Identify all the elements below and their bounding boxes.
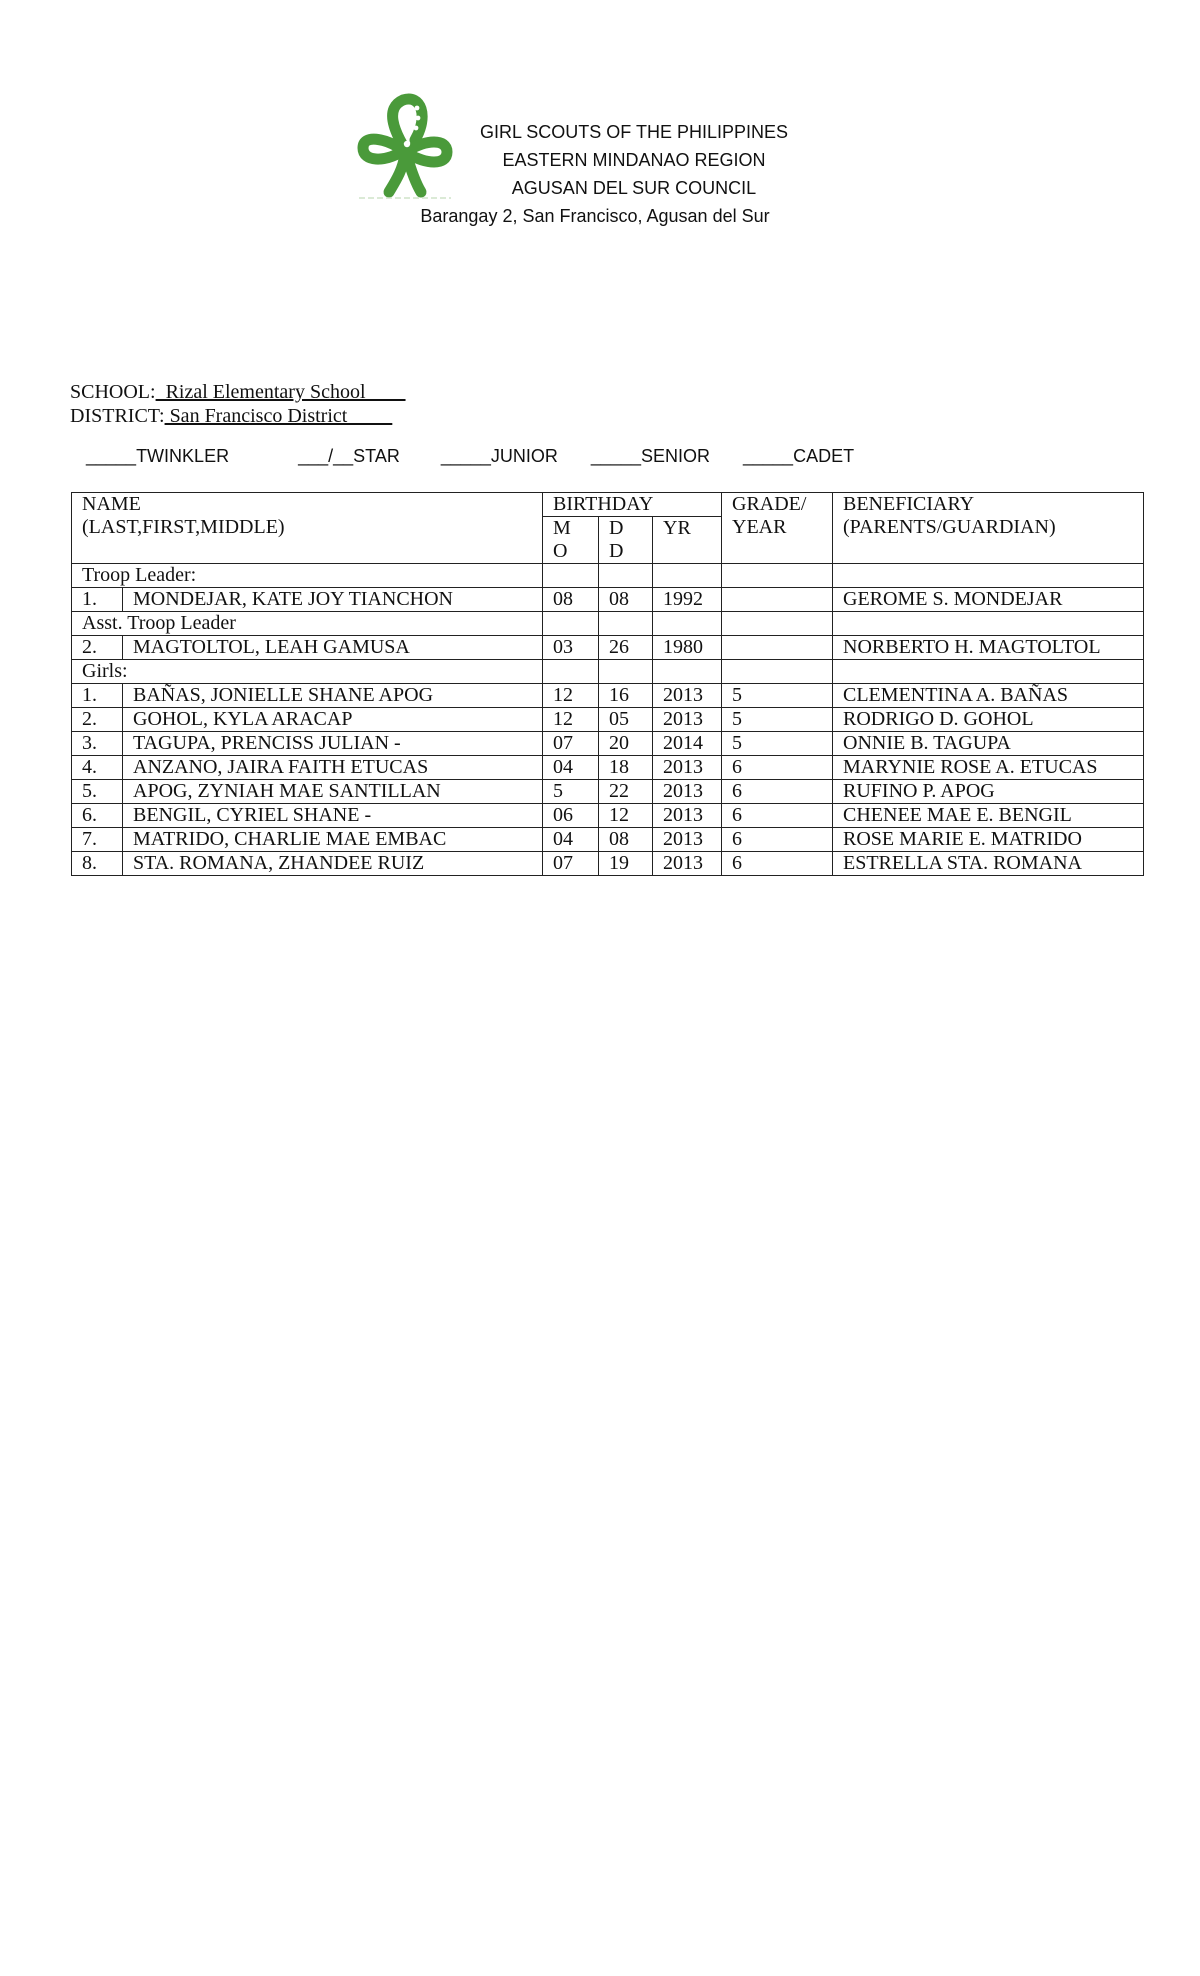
table-cell: 22 <box>599 780 653 804</box>
section-row-girls <box>72 660 1144 684</box>
table-cell: 2013 <box>653 828 722 852</box>
table-cell <box>543 564 599 588</box>
table-cell: CHENEE MAE E. BENGIL <box>833 804 1144 828</box>
table-cell: 2013 <box>653 756 722 780</box>
scout-level-options <box>86 446 854 467</box>
table-cell: 2. <box>72 636 123 660</box>
table-cell <box>543 612 599 636</box>
table-cell <box>833 612 1144 636</box>
table-cell: NORBERTO H. MAGTOLTOL <box>833 636 1144 660</box>
org-council: AGUSAN DEL SUR COUNCIL <box>511 178 757 198</box>
troop-roster-table <box>71 492 1144 876</box>
table-cell: 04 <box>543 828 599 852</box>
org-address: Barangay 2, San Francisco, Agusan del Sur <box>420 206 770 226</box>
table-row <box>72 708 1144 732</box>
table-cell: MARYNIE ROSE A. ETUCAS <box>833 756 1144 780</box>
letterhead <box>355 90 835 230</box>
table-cell: 1. <box>72 588 123 612</box>
table-row <box>72 780 1144 804</box>
org-region: EASTERN MINDANAO REGION <box>502 150 766 170</box>
name-column-header: NAME (LAST,FIRST,MIDDLE) <box>72 493 543 564</box>
table-cell <box>833 564 1144 588</box>
level-twinkler: _____TWINKLER <box>86 446 230 466</box>
organization-heading <box>355 118 835 230</box>
table-cell: 5. <box>72 780 123 804</box>
table-cell: GOHOL, KYLA ARACAP <box>123 708 543 732</box>
table-cell: 5 <box>722 684 833 708</box>
school-field <box>70 380 406 404</box>
table-cell: 6 <box>722 780 833 804</box>
table-cell <box>653 564 722 588</box>
table-row <box>72 636 1144 660</box>
table-cell: APOG, ZYNIAH MAE SANTILLAN <box>123 780 543 804</box>
table-cell <box>599 612 653 636</box>
table-cell: 07 <box>543 732 599 756</box>
table-row <box>72 828 1144 852</box>
table-row <box>72 756 1144 780</box>
table-cell: 12 <box>599 804 653 828</box>
table-cell: ROSE MARIE E. MATRIDO <box>833 828 1144 852</box>
table-cell: 08 <box>599 588 653 612</box>
table-cell <box>653 612 722 636</box>
table-cell <box>722 660 833 684</box>
table-cell: BENGIL, CYRIEL SHANE - <box>123 804 543 828</box>
table-cell: 2013 <box>653 708 722 732</box>
table-cell: 6 <box>722 804 833 828</box>
header-row-1 <box>72 493 1144 517</box>
table-cell: 20 <box>599 732 653 756</box>
month-column-header: M O <box>543 517 599 564</box>
district-value: San Francisco District <box>164 405 393 427</box>
table-cell: 06 <box>543 804 599 828</box>
table-cell: 2. <box>72 708 123 732</box>
section-row-asst-troop-leader <box>72 612 1144 636</box>
table-cell: 5 <box>543 780 599 804</box>
table-cell: BAÑAS, JONIELLE SHANE APOG <box>123 684 543 708</box>
table-cell <box>599 660 653 684</box>
table-cell <box>722 564 833 588</box>
table-cell: 2014 <box>653 732 722 756</box>
table-cell: 3. <box>72 732 123 756</box>
school-info <box>70 380 406 428</box>
table-row <box>72 804 1144 828</box>
beneficiary-column-header: BENEFICIARY (PARENTS/GUARDIAN) <box>833 493 1144 564</box>
level-junior: _____JUNIOR <box>440 446 558 466</box>
table-cell: 6. <box>72 804 123 828</box>
section-row-troop-leader <box>72 564 1144 588</box>
table-cell: 5 <box>722 708 833 732</box>
table-cell: MAGTOLTOL, LEAH GAMUSA <box>123 636 543 660</box>
table-cell: 2013 <box>653 780 722 804</box>
table-cell: CLEMENTINA A. BAÑAS <box>833 684 1144 708</box>
table-cell <box>833 660 1144 684</box>
table-cell: 1992 <box>653 588 722 612</box>
school-value: Rizal Elementary School <box>155 381 406 403</box>
day-column-header: D D <box>599 517 653 564</box>
year-column-header: YR <box>653 517 722 564</box>
table-cell: 05 <box>599 708 653 732</box>
grade-column-header: GRADE/ YEAR <box>722 493 833 564</box>
table-cell: 04 <box>543 756 599 780</box>
table-row <box>72 732 1144 756</box>
level-cadet: _____CADET <box>743 446 855 466</box>
table-cell: 6 <box>722 828 833 852</box>
table-cell: 2013 <box>653 852 722 876</box>
table-cell: 16 <box>599 684 653 708</box>
table-cell: 4. <box>72 756 123 780</box>
table-cell <box>722 588 833 612</box>
table-cell: 6 <box>722 756 833 780</box>
district-label: DISTRICT: <box>70 405 165 427</box>
table-cell: TAGUPA, PRENCISS JULIAN - <box>123 732 543 756</box>
table-cell: 2013 <box>653 684 722 708</box>
table-cell: STA. ROMANA, ZHANDEE RUIZ <box>123 852 543 876</box>
table-row <box>72 684 1144 708</box>
table-row <box>72 852 1144 876</box>
table-cell: 08 <box>543 588 599 612</box>
table-cell: 8. <box>72 852 123 876</box>
table-cell: 07 <box>543 852 599 876</box>
table-cell: RUFINO P. APOG <box>833 780 1144 804</box>
table-cell: 5 <box>722 732 833 756</box>
table-cell: 12 <box>543 708 599 732</box>
table-cell: 12 <box>543 684 599 708</box>
table-cell: ONNIE B. TAGUPA <box>833 732 1144 756</box>
section-label: Troop Leader: <box>72 564 543 588</box>
table-cell: ESTRELLA STA. ROMANA <box>833 852 1144 876</box>
table-cell: 18 <box>599 756 653 780</box>
birthday-column-header: BIRTHDAY <box>543 493 722 517</box>
table-cell: MATRIDO, CHARLIE MAE EMBAC <box>123 828 543 852</box>
section-label: Girls: <box>72 660 543 684</box>
table-cell: 2013 <box>653 804 722 828</box>
table-cell: 6 <box>722 852 833 876</box>
table-cell: 08 <box>599 828 653 852</box>
school-label: SCHOOL: <box>70 381 156 403</box>
level-senior: _____SENIOR <box>590 446 710 466</box>
table-cell: GEROME S. MONDEJAR <box>833 588 1144 612</box>
table-cell: 26 <box>599 636 653 660</box>
district-field <box>70 404 406 428</box>
table-cell: 7. <box>72 828 123 852</box>
level-star: ___/__STAR <box>298 446 400 466</box>
table-cell <box>543 660 599 684</box>
table-cell <box>653 660 722 684</box>
table-cell: 19 <box>599 852 653 876</box>
table-cell: 1. <box>72 684 123 708</box>
table-row <box>72 588 1144 612</box>
table-cell: 1980 <box>653 636 722 660</box>
table-cell: ANZANO, JAIRA FAITH ETUCAS <box>123 756 543 780</box>
section-label: Asst. Troop Leader <box>72 612 543 636</box>
table-cell <box>722 612 833 636</box>
table-cell: 03 <box>543 636 599 660</box>
table-cell: RODRIGO D. GOHOL <box>833 708 1144 732</box>
table-cell <box>722 636 833 660</box>
table-cell: MONDEJAR, KATE JOY TIANCHON <box>123 588 543 612</box>
org-name: GIRL SCOUTS OF THE PHILIPPINES <box>479 122 789 142</box>
table-cell <box>599 564 653 588</box>
